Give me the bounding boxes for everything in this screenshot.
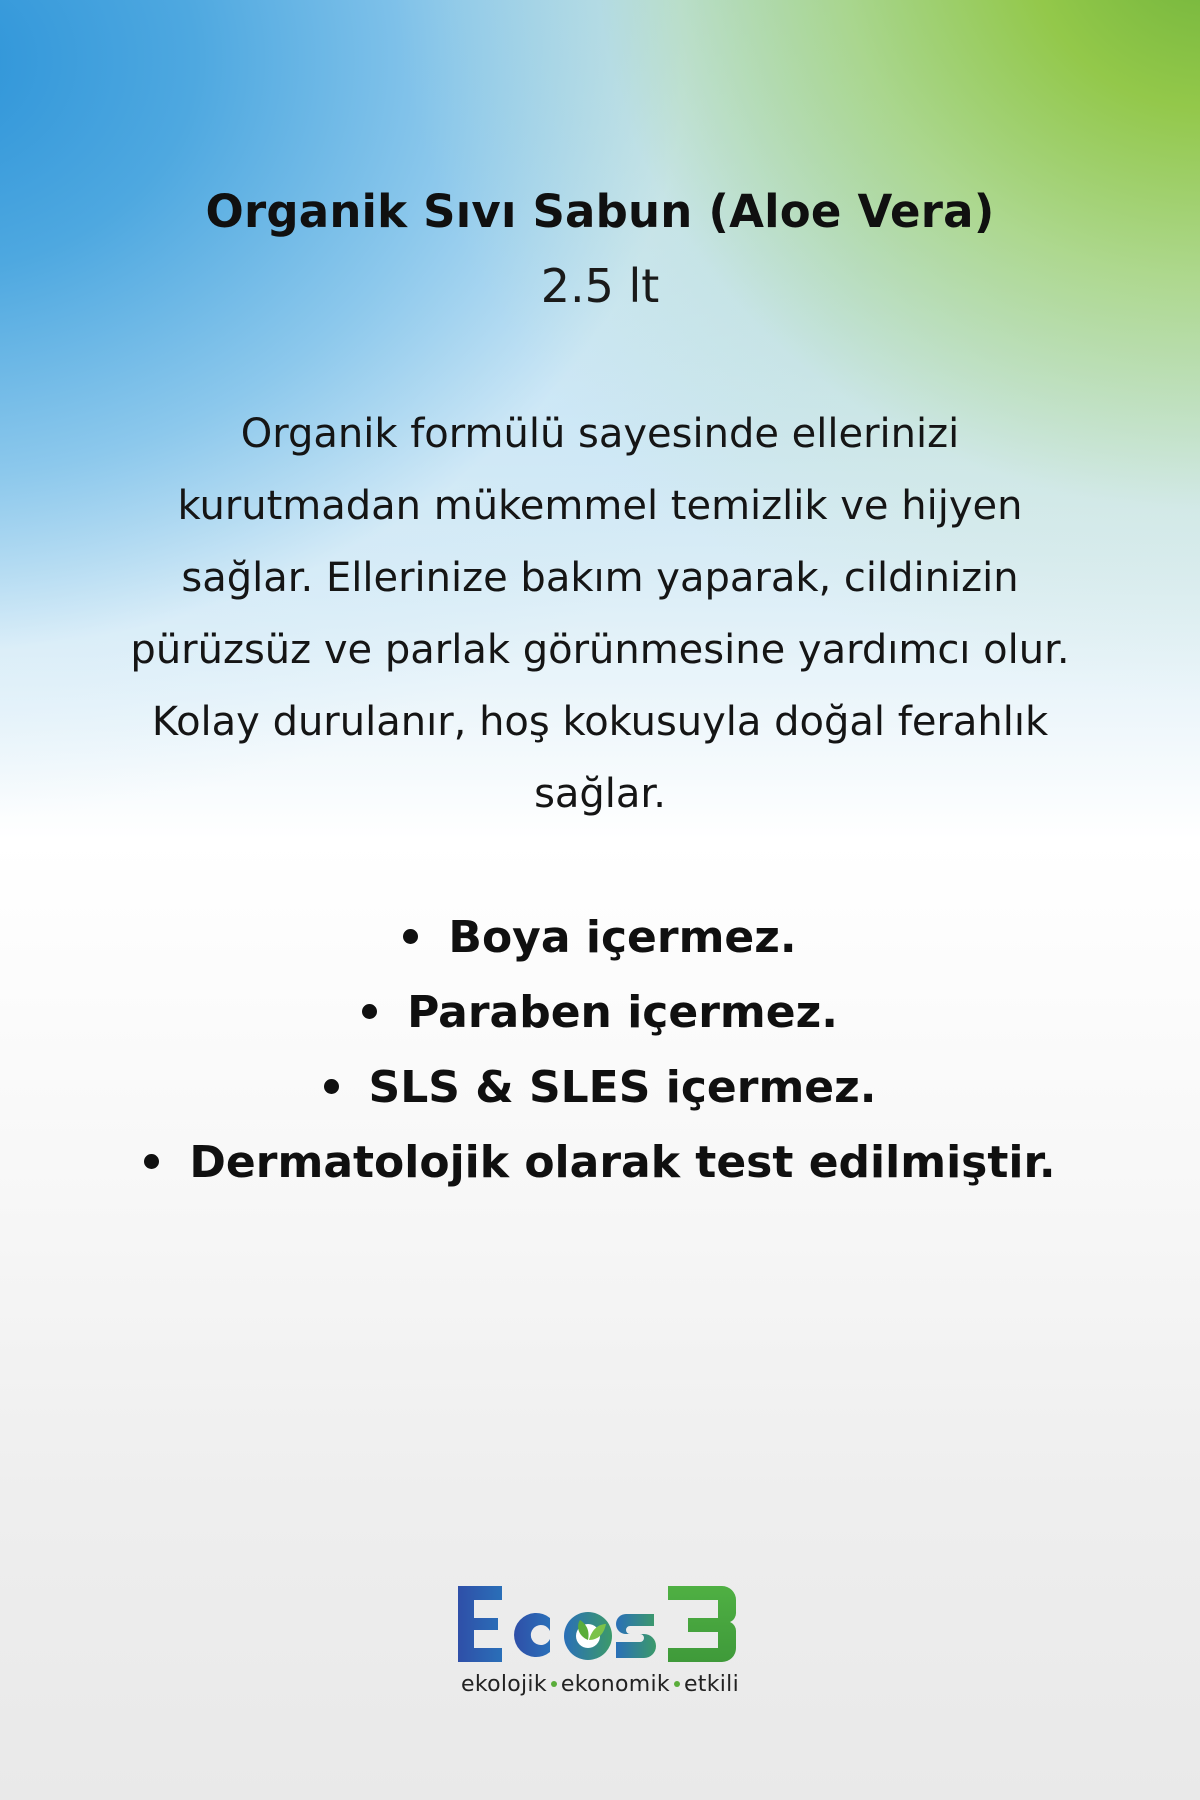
feature-item xyxy=(0,975,1200,1050)
feature-text: SLS & SLES içermez. xyxy=(368,1062,877,1113)
feature-text: Boya içermez. xyxy=(448,912,797,963)
bullet-icon xyxy=(403,929,418,944)
bullet-icon xyxy=(144,1154,159,1169)
tagline-part: ekonomik xyxy=(560,1672,670,1697)
product-volume: 2.5 lt xyxy=(540,259,660,313)
feature-item xyxy=(0,1125,1200,1200)
feature-item xyxy=(0,900,1200,975)
feature-text: Paraben içermez. xyxy=(407,987,838,1038)
feature-text: Dermatolojik olarak test edilmiştir. xyxy=(189,1137,1056,1188)
feature-item xyxy=(0,1050,1200,1125)
bullet-icon xyxy=(324,1079,339,1094)
product-title: Organik Sıvı Sabun (Aloe Vera) xyxy=(205,185,995,238)
tagline-part: ekolojik xyxy=(461,1672,547,1697)
separator-dot-icon xyxy=(674,1681,680,1687)
product-description: Organik formülü sayesinde ellerinizi kurutmadan mükemmel temizlik ve hijyen sağlar. Ellerinize bakım yaparak, cildinizin pürüzsüz ve parlak görünmesine yardımcı olur. Kolay durulanır, hoş kokusuyla doğal ferahlık sağlar. xyxy=(130,411,1070,817)
ecos3-logo-icon xyxy=(440,1578,760,1668)
feature-list xyxy=(0,900,1200,1200)
bullet-icon xyxy=(362,1004,377,1019)
brand-logo xyxy=(0,1578,1200,1697)
separator-dot-icon xyxy=(551,1681,557,1687)
logo-tagline xyxy=(0,1670,1200,1700)
tagline-part: etkili xyxy=(683,1672,739,1697)
